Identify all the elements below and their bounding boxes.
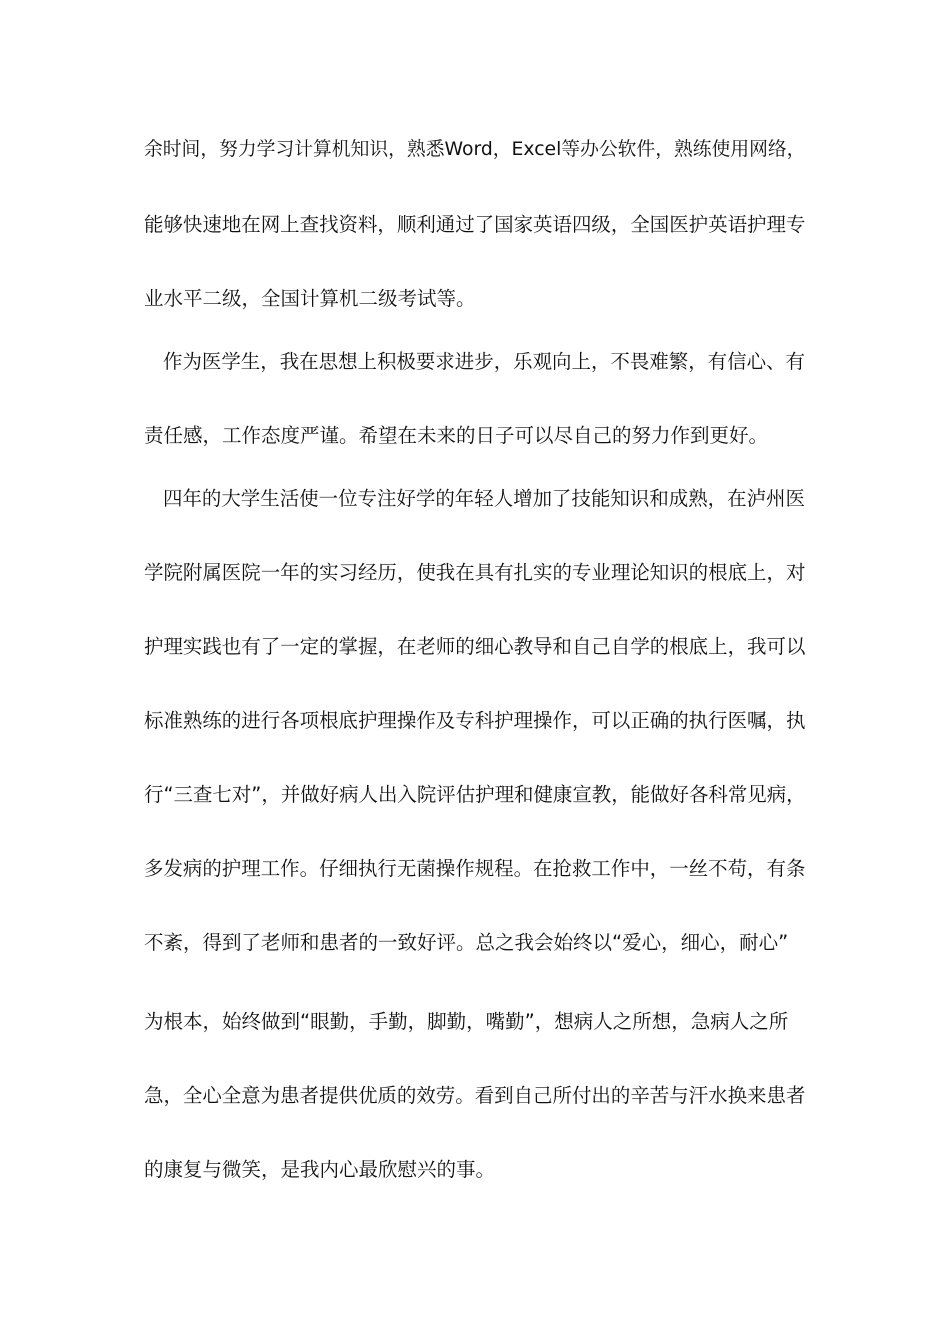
text-line-13: 为根本，始终做到“眼勤，手勤，脚勤，嘴勤”，想病人之所想，急病人之所 [144, 1010, 789, 1033]
text-line-11: 多发病的护理工作。仔细执行无菌操作规程。在抢救工作中，一丝不苟，有条 [144, 857, 806, 880]
text-line-9: 标准熟练的进行各项根底护理操作及专科护理操作，可以正确的执行医嘱，执 [144, 709, 806, 732]
text-line-4: 作为医学生，我在思想上积极要求进步，乐观向上，不畏难繁，有信心、有 [163, 350, 805, 373]
text-line-12: 不紊，得到了老师和患者的一致好评。总之我会始终以“爱心，细心，耐心” [144, 931, 789, 954]
text-line-8: 护理实践也有了一定的掌握，在老师的细心教导和自己自学的根底上，我可以 [144, 635, 806, 658]
text-line-1: 余时间，努力学习计算机知识，熟悉Word，Excel等办公软件，熟练使用网络， [144, 139, 806, 160]
text-line-2: 能够快速地在网上查找资料，顺利通过了国家英语四级，全国医护英语护理专 [144, 213, 806, 236]
text-line-14: 急，全心全意为患者提供优质的效劳。看到自己所付出的辛苦与汗水换来患者 [144, 1084, 806, 1107]
text-line-7: 学院附属医院一年的实习经历，使我在具有扎实的专业理论知识的根底上，对 [144, 561, 806, 584]
text-line-15: 的康复与微笑，是我内心最欣慰兴的事。 [144, 1158, 496, 1181]
text-line-6: 四年的大学生活使一位专注好学的年轻人增加了技能知识和成熟，在泸州医 [163, 487, 805, 510]
text-line-5: 责任感，工作态度严谨。希望在未来的日子可以尽自己的努力作到更好。 [144, 424, 769, 447]
text-line-10: 行“三查七对”，并做好病人出入院评估护理和健康宣教，能做好各科常见病， [144, 783, 806, 806]
text-line-3: 业水平二级，全国计算机二级考试等。 [144, 287, 476, 310]
